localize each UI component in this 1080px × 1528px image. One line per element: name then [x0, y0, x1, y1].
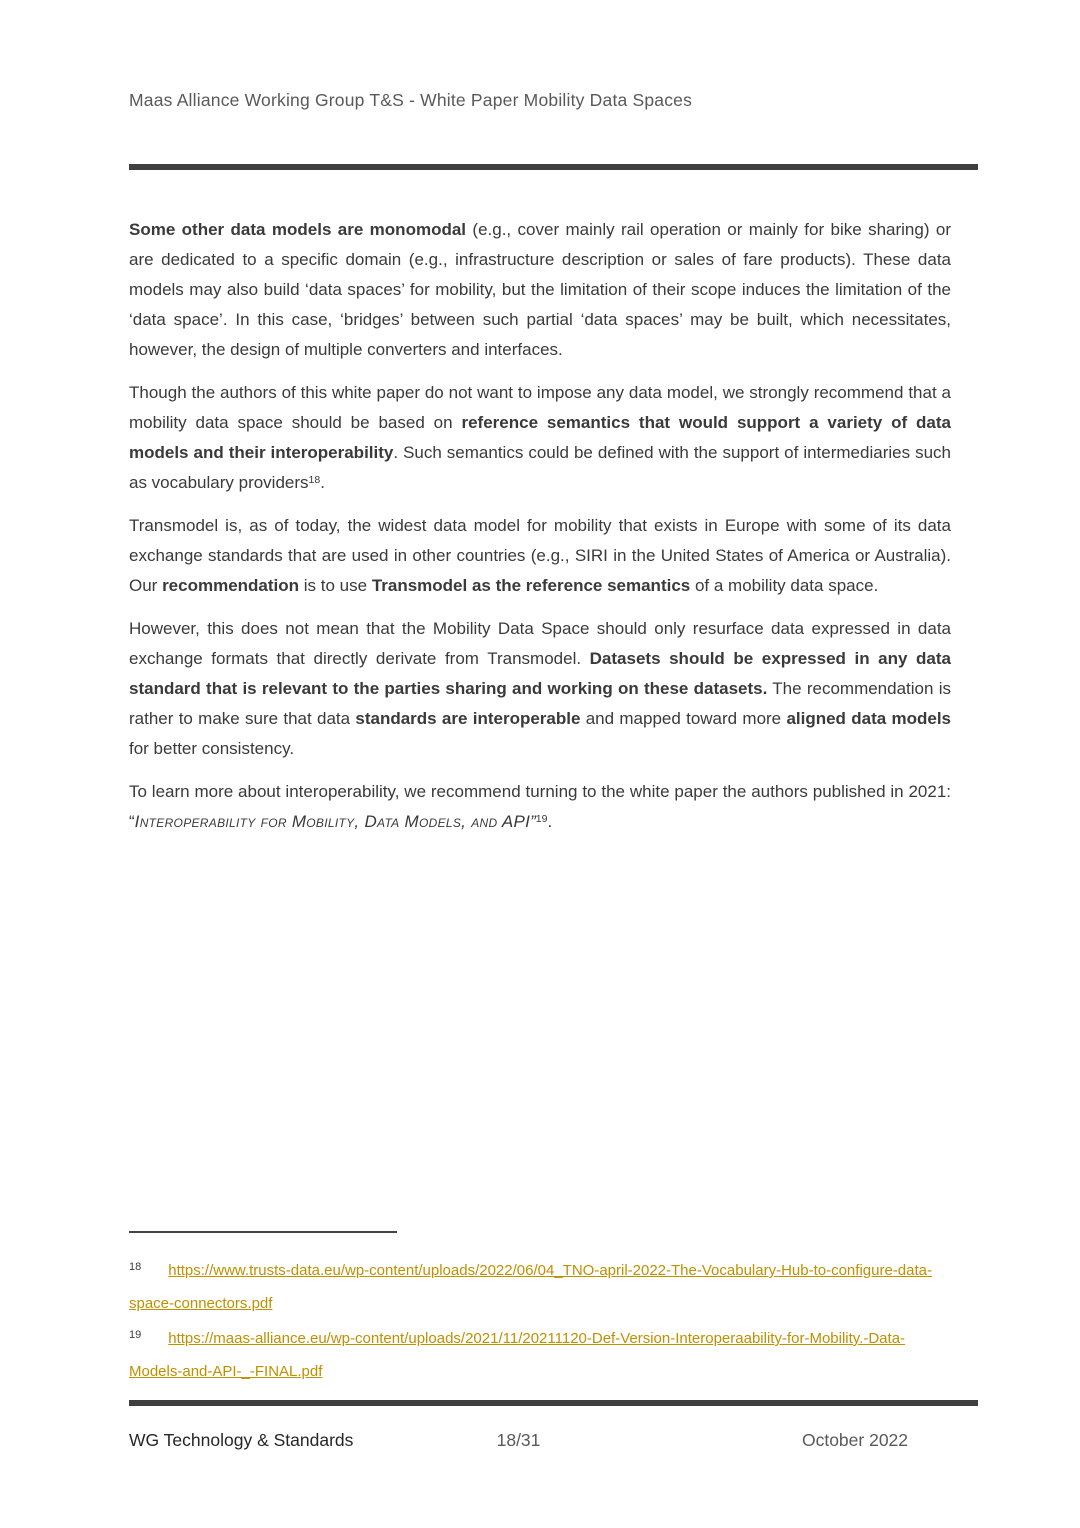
footnote-separator	[129, 1231, 397, 1233]
paragraph-transmodel: Transmodel is, as of today, the widest data model for mobility that exists in Europe with some of its data exchange standards that are used in other countries (e.g., SIRI in the United States of America or Australia). Our recommendation is to use Transmodel as the reference semantics of a mobility data space.	[129, 516, 951, 595]
footnotes-section	[129, 1231, 953, 1391]
footnote-link-trusts-data[interactable]: https://www.trusts-data.eu/wp-content/uploads/2022/06/04_TNO-april-2022-The-Vocabulary-Hub-to-configure-data-space-connectors.pdf	[129, 1262, 932, 1312]
page-footer	[129, 1430, 951, 1451]
footnote-number: 18	[129, 1261, 142, 1274]
footnote-number: 19	[129, 1329, 142, 1342]
paragraph-datasets: However, this does not mean that the Mobility Data Space should only resurface data expressed in data exchange formats that directly derivate from Transmodel. Datasets should be expressed in any data standard that is relevant to the parties sharing and working on these datasets. The recommendation is rather to make sure that data standards are interoperable and mapped toward more aligned data models for better consistency.	[129, 619, 951, 758]
footnote-18	[129, 1255, 953, 1320]
page-header-title: Maas Alliance Working Group T&S - White Paper Mobility Data Spaces	[129, 90, 693, 110]
footer-date: October 2022	[801, 1430, 909, 1450]
paragraph-monomodal: Some other data models are monomodal (e.g., cover mainly rail operation or mainly for bike sharing) or are dedicated to a specific domain (e.g., infrastructure description or sales of fare products). These data models may also build ‘data spaces’ for mobility, but the limitation of their scope induces the limitation of the ‘data space’. In this case, ‘bridges’ between such partial ‘data spaces’ may be built, which necessitates, however, the design of multiple converters and interfaces.	[129, 220, 951, 359]
paragraph-reference-semantics: Though the authors of this white paper do not want to impose any data model, we strongly recommend that a mobility data space should be based on reference semantics that would support a variety of data models and their interoperability. Such semantics could be defined with the support of intermediaries such as vocabulary providers$^{18}$.	[129, 383, 952, 492]
paragraph-learn-more: To learn more about interoperability, we recommend turning to the white paper the authors published in 2021: “Interoperability for Mobility, Data Models, and API”$^{19}$.	[129, 782, 951, 831]
page-number: 18/31	[496, 1430, 541, 1450]
document-body	[129, 215, 951, 850]
footnote-link-maas-alliance[interactable]: https://maas-alliance.eu/wp-content/uploads/2021/11/20211120-Def-Version-Interoperaability-for-Mobility.-Data-Models-and-API-_-FINAL.pdf	[129, 1330, 906, 1380]
header-rule	[129, 164, 978, 170]
footer-workgroup-label: WG Technology & Standards	[129, 1430, 354, 1450]
footnote-19	[129, 1323, 953, 1388]
footer-rule	[129, 1400, 978, 1406]
